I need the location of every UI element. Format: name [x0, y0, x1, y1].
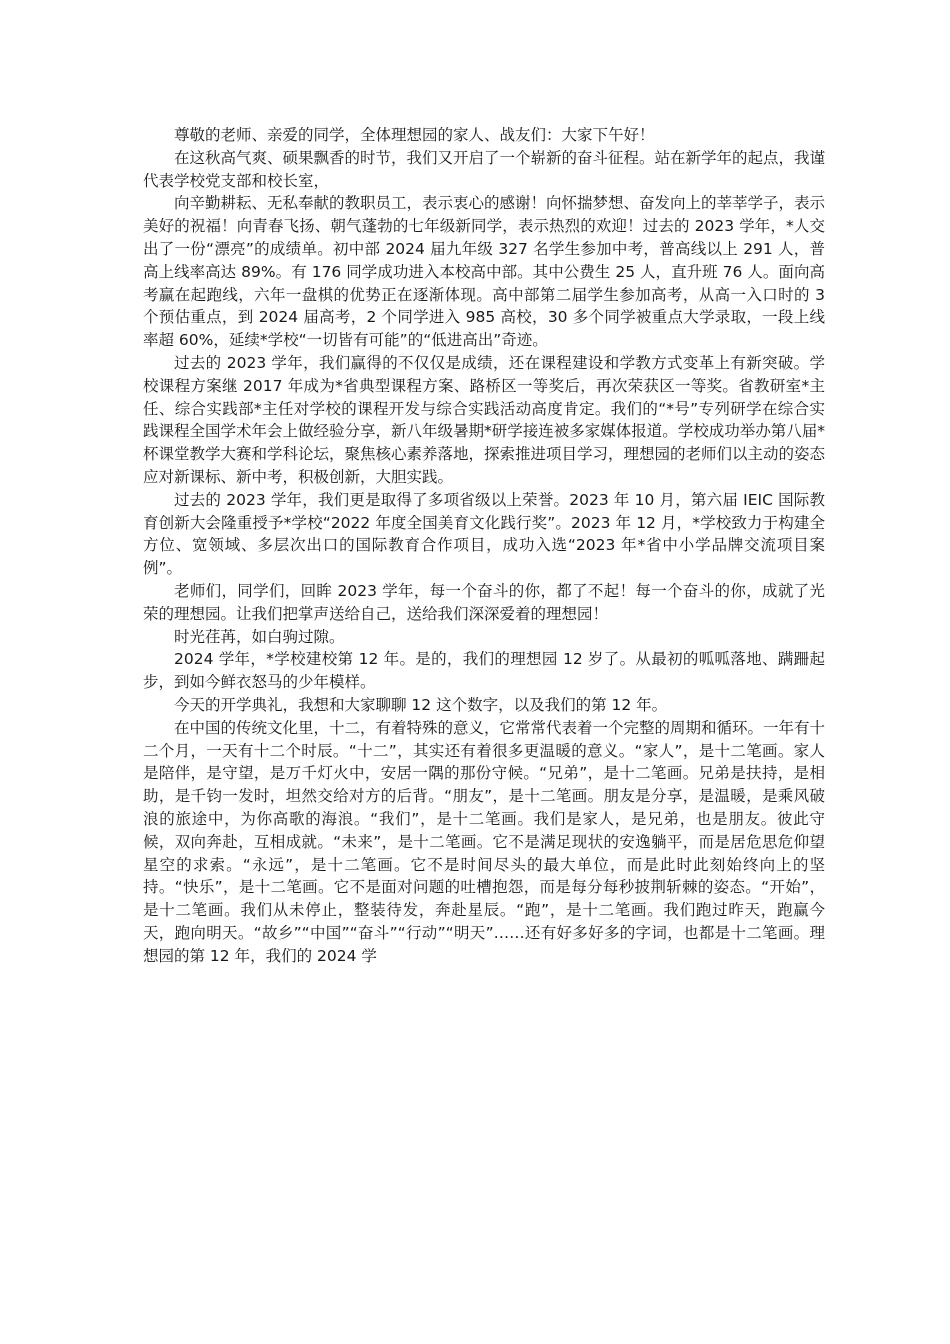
paragraph-greeting: 尊敬的老师、亲爱的同学，全体理想园的家人、战友们：大家下午好！ [174, 126, 655, 144]
paragraph-time: 时光荏苒，如白驹过隙。 [174, 627, 345, 646]
paragraph-applause: 老师们，同学们，回眸 2023 学年，每一个奋斗的你，都了不起！每一个奋斗的你，成就了光荣的理想园。让我们把掌声送给自己，送给我们深深爱着的理想园！ [143, 581, 825, 623]
paragraph-twelfth-year: 2024 学年，*学校建校第 12 年。是的，我们的理想园 12 岁了。从最初的呱呱落地、蹒跚起步，到如今鲜衣怒马的少年模样。 [143, 650, 825, 692]
paragraph-topic: 今天的开学典礼，我想和大家聊聊 12 这个数字，以及我们的第 12 年。 [174, 695, 668, 714]
paragraph-honors: 过去的 2023 学年，我们更是取得了多项省级以上荣誉。2023 年 10 月，第六届 IEIC 国际教育创新大会隆重授予*学校“2022 年度全国美育文化践行奖”。2023 年 12 月，*学校致力于构建全方位、宽领域、多层次出口的国际教育合作项目，成功入选“2023 年*省中小学品牌交流项目案例”。 [143, 490, 825, 578]
paragraph-curriculum: 过去的 2023 学年，我们赢得的不仅仅是成绩，还在课程建设和学教方式变革上有新突破。学校课程方案继 2017 年成为*省典型课程方案、路桥区一等奖后，再次荣获区一等奖。省教研室*主任、综合实践部*主任对学校的课程开发与综合实践活动高度肯定。我们的“*号”专列研学在综合实践课程全国学术年会上做经验分享，新八年级暑期*研学接连被多家媒体报道。学校成功举办第八届*杯课堂教学大赛和学科论坛，聚焦核心素养落地，探索推进项目学习，理想园的老师们以主动的姿态应对新课标、新中考，积极创新，大胆实践。 [143, 353, 826, 486]
paragraph-opening: 在这秋高气爽、硕果飘香的时节，我们又开启了一个崭新的奋斗征程。站在新学年的起点，我谨代表学校党支部和校长室， [143, 148, 826, 190]
paragraph-thanks-and-results: 向辛勤耕耘、无私奉献的教职员工，表示衷心的感谢！向怀揣梦想、奋发向上的莘莘学子，表示美好的祝福！向青春飞扬、朝气蓬勃的七年级新同学，表示热烈的欢迎！过去的 2023 学年，*人交出了一份“漂亮”的成绩单。初中部 2024 届九年级 327 名学生参加中考，普高线以上 291 人，普高上线率高达 89%。有 176 同学成功进入本校高中部。其中公费生 25 人，直升班 76 人。面向高考赢在起跑线，六年一盘棋的优势正在逐渐体现。高中部第二届学生参加高考，从高一入口时的 3 个预估重点，到 2024 届高考，2 个同学进入 985 高校，30 多个同学被重点大学录取，一段上线率超 60%，延续*学校“一切皆有可能”的“低进高出”奇迹。 [143, 194, 826, 350]
paragraph-twelve-strokes: 在中国的传统文化里，十二，有着特殊的意义，它常常代表着一个完整的周期和循环。一年有十二个月，一天有十二个时辰。“十二”，其实还有着很多更温暖的意义。“家人”，是十二笔画。家人是陪伴，是守望，是万千灯火中，安居一隅的那份守候。“兄弟”，是十二笔画。兄弟是扶持，是相助，是千钧一发时，坦然交给对方的后背。“朋友”，是十二笔画。朋友是分享，是温暖，是乘风破浪的旅途中，为你高歌的海浪。“我们”，是十二笔画。我们是家人，是兄弟，也是朋友。彼此守候，双向奔赴，互相成就。“未来”，是十二笔画。它不是满足现状的安逸躺平，而是居危思危仰望星空的求索。“永远”，是十二笔画。它不是时间尽头的最大单位，而是此时此刻始终向上的坚持。“快乐”，是十二笔画。它不是面对问题的吐槽抱怨，而是每分每秒披荆斩棘的姿态。“开始”，是十二笔画。我们从未停止，整装待发，奔赴星辰。“跑”，是十二笔画。我们跑过昨天，跑赢今天，跑向明天。“故乡”“中国”“奋斗”“行动”“明天”……还有好多好多的字词，也都是十二笔画。理想园的第 12 年，我们的 2024 学 [143, 718, 826, 965]
document-body [143, 124, 825, 967]
